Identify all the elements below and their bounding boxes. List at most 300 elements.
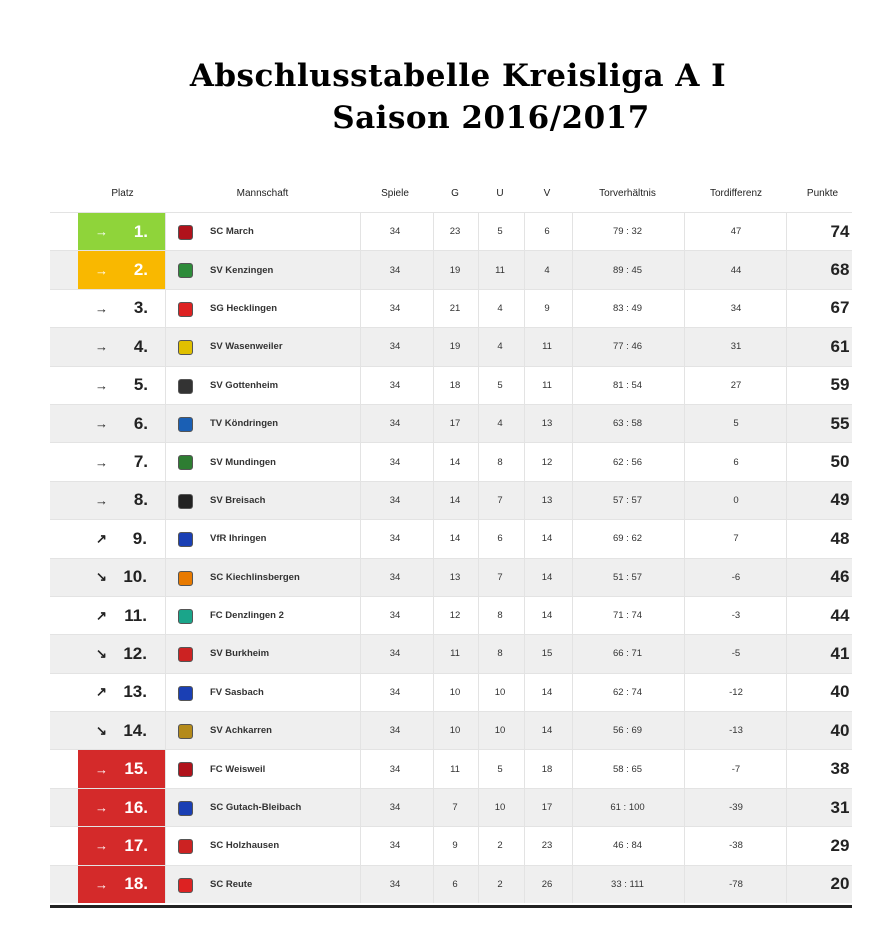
team-name: FC Weisweil	[210, 763, 266, 775]
column-divider	[786, 635, 787, 672]
column-divider	[478, 597, 479, 634]
team-crest-icon	[178, 878, 193, 893]
column-divider	[524, 520, 525, 557]
punkte-cell: 29	[830, 835, 850, 855]
column-divider	[165, 482, 166, 519]
tordifferenz-cell: 31	[730, 341, 742, 353]
v-cell: 15	[541, 648, 553, 660]
team-crest-icon	[178, 839, 193, 854]
place-number: 8.	[133, 490, 148, 510]
column-divider	[165, 405, 166, 442]
column-divider	[165, 520, 166, 557]
u-cell: 2	[497, 840, 503, 852]
column-divider	[433, 635, 434, 672]
punkte-cell: 38	[830, 759, 850, 779]
column-divider	[572, 712, 573, 749]
torverhaeltnis-cell: 33 : 111	[611, 878, 644, 890]
column-divider	[478, 367, 479, 404]
v-cell: 26	[541, 878, 553, 890]
trend-arrow-icon: →	[95, 416, 108, 432]
header-tordifferenz: Tordifferenz	[709, 188, 763, 199]
place-cell	[78, 866, 165, 903]
standings-table	[50, 176, 852, 903]
column-divider	[684, 443, 685, 480]
column-divider	[165, 443, 166, 480]
torverhaeltnis-cell: 57 : 57	[612, 494, 643, 506]
team-crest-icon	[178, 379, 193, 394]
column-divider	[572, 367, 573, 404]
table-row	[50, 788, 852, 826]
column-divider	[786, 674, 787, 711]
trend-arrow-icon: →	[95, 761, 108, 777]
column-divider	[684, 405, 685, 442]
g-cell: 19	[449, 341, 461, 353]
torverhaeltnis-cell: 83 : 49	[612, 302, 643, 314]
place-cell	[78, 290, 165, 327]
table-header	[50, 176, 852, 212]
tordifferenz-cell: 34	[730, 302, 742, 314]
column-divider	[684, 750, 685, 787]
team-crest-icon	[178, 686, 193, 701]
punkte-cell: 68	[830, 260, 850, 280]
team-name: SV Breisach	[210, 494, 266, 506]
u-cell: 5	[497, 226, 503, 238]
column-divider	[478, 712, 479, 749]
table-row	[50, 673, 852, 711]
v-cell: 13	[541, 494, 553, 506]
column-divider	[572, 789, 573, 826]
header-v: V	[543, 188, 551, 199]
torverhaeltnis-cell: 61 : 100	[610, 802, 645, 814]
u-cell: 7	[497, 571, 503, 583]
u-cell: 10	[494, 686, 506, 698]
spiele-cell: 34	[389, 610, 401, 622]
trend-arrow-icon: ↘	[96, 569, 107, 585]
spiele-cell: 34	[389, 533, 401, 545]
torverhaeltnis-cell: 79 : 32	[612, 226, 643, 238]
spiele-cell: 34	[389, 418, 401, 430]
torverhaeltnis-cell: 89 : 45	[612, 264, 643, 276]
u-cell: 11	[495, 264, 505, 276]
trend-arrow-icon: →	[95, 224, 108, 240]
column-divider	[572, 213, 573, 250]
team-crest-icon	[178, 609, 193, 624]
column-divider	[165, 712, 166, 749]
g-cell: 11	[450, 648, 460, 660]
u-cell: 10	[494, 725, 506, 737]
u-cell: 10	[494, 802, 506, 814]
column-divider	[478, 559, 479, 596]
g-cell: 12	[449, 610, 461, 622]
g-cell: 23	[449, 226, 461, 238]
team-name: SV Achkarren	[210, 725, 272, 737]
punkte-cell: 46	[830, 567, 850, 587]
punkte-cell: 31	[830, 797, 850, 817]
team-name: SV Burkheim	[210, 648, 270, 660]
column-divider	[478, 290, 479, 327]
torverhaeltnis-cell: 77 : 46	[612, 341, 643, 353]
column-divider	[478, 827, 479, 864]
v-cell: 17	[541, 802, 553, 814]
column-divider	[572, 328, 573, 365]
column-divider	[433, 328, 434, 365]
table-row	[50, 826, 852, 864]
place-cell	[78, 597, 165, 634]
team-name: SC Reute	[210, 878, 253, 890]
trend-arrow-icon: →	[95, 492, 108, 508]
column-divider	[786, 789, 787, 826]
trend-arrow-icon: →	[95, 838, 108, 854]
place-number: 12.	[123, 643, 147, 663]
table-row	[50, 404, 852, 442]
u-cell: 8	[497, 610, 503, 622]
column-divider	[524, 866, 525, 903]
punkte-cell: 41	[830, 643, 850, 663]
column-divider	[524, 750, 525, 787]
column-divider	[433, 405, 434, 442]
spiele-cell: 34	[389, 802, 401, 814]
column-divider	[433, 827, 434, 864]
column-divider	[433, 866, 434, 903]
title-line-1: Abschlusstabelle Kreisliga A I	[189, 58, 727, 94]
punkte-cell: 59	[830, 375, 850, 395]
place-number: 9.	[132, 528, 147, 548]
column-divider	[786, 827, 787, 864]
u-cell: 5	[497, 763, 503, 775]
column-divider	[684, 559, 685, 596]
tordifferenz-cell: 27	[730, 379, 742, 391]
tordifferenz-cell: -12	[729, 686, 743, 698]
table-row	[50, 596, 852, 634]
column-divider	[786, 290, 787, 327]
trend-arrow-icon: →	[95, 454, 108, 470]
trend-arrow-icon: →	[95, 800, 108, 816]
team-name: FV Sasbach	[210, 686, 264, 698]
column-divider	[165, 789, 166, 826]
g-cell: 14	[449, 533, 461, 545]
place-cell	[78, 405, 165, 442]
column-divider	[572, 251, 573, 288]
header-u: U	[496, 188, 504, 199]
column-divider	[433, 674, 434, 711]
trend-arrow-icon: →	[95, 876, 108, 892]
place-number: 4.	[133, 336, 148, 356]
column-divider	[684, 251, 685, 288]
g-cell: 7	[452, 802, 458, 814]
spiele-cell: 34	[389, 571, 401, 583]
column-divider	[478, 443, 479, 480]
team-name: SC Holzhausen	[210, 840, 280, 852]
u-cell: 7	[497, 494, 503, 506]
header-mannschaft: Mannschaft	[236, 188, 289, 199]
u-cell: 2	[497, 878, 503, 890]
place-cell	[78, 789, 165, 826]
column-divider	[433, 213, 434, 250]
spiele-cell: 34	[389, 686, 401, 698]
column-divider	[684, 597, 685, 634]
v-cell: 13	[541, 418, 553, 430]
tordifferenz-cell: 5	[733, 418, 739, 430]
column-divider	[786, 405, 787, 442]
team-name: FC Denzlingen 2	[210, 610, 284, 622]
torverhaeltnis-cell: 58 : 65	[612, 763, 643, 775]
column-divider	[165, 559, 166, 596]
v-cell: 6	[544, 226, 550, 238]
column-divider	[478, 635, 479, 672]
team-crest-icon	[178, 417, 193, 432]
team-crest-icon	[178, 532, 193, 547]
tordifferenz-cell: 44	[730, 264, 742, 276]
trend-arrow-icon: →	[95, 339, 108, 355]
g-cell: 10	[449, 686, 461, 698]
table-row	[50, 634, 852, 672]
column-divider	[684, 674, 685, 711]
team-name: SC Kiechlinsbergen	[210, 571, 300, 583]
v-cell: 4	[544, 264, 550, 276]
team-name: SV Kenzingen	[210, 264, 274, 276]
place-number: 1.	[133, 221, 148, 241]
column-divider	[478, 750, 479, 787]
tordifferenz-cell: -5	[731, 648, 741, 660]
column-divider	[684, 520, 685, 557]
place-cell	[78, 251, 165, 288]
v-cell: 12	[541, 456, 553, 468]
torverhaeltnis-cell: 71 : 74	[612, 610, 643, 622]
column-divider	[684, 712, 685, 749]
u-cell: 4	[497, 341, 503, 353]
column-divider	[572, 750, 573, 787]
spiele-cell: 34	[389, 341, 401, 353]
column-divider	[165, 597, 166, 634]
place-number: 18.	[124, 874, 148, 894]
column-divider	[786, 251, 787, 288]
v-cell: 11	[542, 379, 552, 391]
table-row	[50, 327, 852, 365]
column-divider	[478, 328, 479, 365]
torverhaeltnis-cell: 62 : 56	[612, 456, 643, 468]
place-number: 13.	[123, 682, 147, 702]
column-divider	[524, 712, 525, 749]
column-divider	[572, 520, 573, 557]
table-row	[50, 711, 852, 749]
team-crest-icon	[178, 263, 193, 278]
punkte-cell: 67	[830, 298, 850, 318]
tordifferenz-cell: 6	[733, 456, 739, 468]
column-divider	[786, 559, 787, 596]
table-row	[50, 289, 852, 327]
column-divider	[524, 328, 525, 365]
column-divider	[572, 405, 573, 442]
v-cell: 14	[541, 725, 553, 737]
column-divider	[524, 405, 525, 442]
column-divider	[572, 290, 573, 327]
column-divider	[786, 482, 787, 519]
team-crest-icon	[178, 724, 193, 739]
column-divider	[433, 559, 434, 596]
tordifferenz-cell: -6	[731, 571, 741, 583]
column-divider	[524, 213, 525, 250]
column-divider	[786, 597, 787, 634]
column-divider	[524, 482, 525, 519]
spiele-cell: 34	[389, 456, 401, 468]
tordifferenz-cell: -13	[729, 725, 743, 737]
spiele-cell: 34	[389, 379, 401, 391]
v-cell: 9	[544, 302, 550, 314]
column-divider	[524, 674, 525, 711]
team-crest-icon	[178, 647, 193, 662]
header-g: G	[451, 188, 459, 199]
place-cell	[78, 213, 165, 250]
team-name: SG Hecklingen	[210, 302, 278, 314]
column-divider	[786, 520, 787, 557]
column-divider	[433, 712, 434, 749]
trend-arrow-icon: ↗	[96, 684, 107, 700]
column-divider	[165, 290, 166, 327]
torverhaeltnis-cell: 62 : 74	[612, 686, 643, 698]
table-row	[50, 481, 852, 519]
torverhaeltnis-cell: 63 : 58	[612, 418, 643, 430]
column-divider	[572, 482, 573, 519]
header-spiele: Spiele	[381, 188, 409, 199]
column-divider	[524, 290, 525, 327]
tordifferenz-cell: 0	[733, 494, 739, 506]
place-cell	[78, 750, 165, 787]
spiele-cell: 34	[389, 264, 401, 276]
table-bottom-border	[50, 905, 852, 908]
column-divider	[478, 482, 479, 519]
column-divider	[524, 367, 525, 404]
column-divider	[572, 866, 573, 903]
spiele-cell: 34	[389, 725, 401, 737]
column-divider	[786, 712, 787, 749]
g-cell: 6	[452, 878, 458, 890]
column-divider	[684, 827, 685, 864]
column-divider	[786, 750, 787, 787]
column-divider	[433, 251, 434, 288]
place-cell	[78, 520, 165, 557]
team-crest-icon	[178, 801, 193, 816]
header-platz: Platz	[111, 188, 134, 199]
column-divider	[165, 213, 166, 250]
column-divider	[433, 789, 434, 826]
place-number: 11.	[124, 605, 147, 625]
punkte-cell: 49	[830, 490, 850, 510]
punkte-cell: 50	[830, 452, 850, 472]
column-divider	[572, 827, 573, 864]
u-cell: 6	[497, 533, 503, 545]
g-cell: 17	[449, 418, 461, 430]
u-cell: 8	[497, 456, 503, 468]
u-cell: 4	[497, 302, 503, 314]
team-crest-icon	[178, 571, 193, 586]
column-divider	[572, 674, 573, 711]
team-crest-icon	[178, 762, 193, 777]
team-crest-icon	[178, 494, 193, 509]
team-crest-icon	[178, 455, 193, 470]
tordifferenz-cell: 7	[733, 533, 739, 545]
place-number: 5.	[133, 375, 148, 395]
punkte-cell: 74	[830, 221, 850, 241]
column-divider	[433, 520, 434, 557]
column-divider	[433, 290, 434, 327]
place-cell	[78, 367, 165, 404]
v-cell: 14	[541, 571, 553, 583]
column-divider	[433, 597, 434, 634]
place-cell	[78, 827, 165, 864]
spiele-cell: 34	[389, 494, 401, 506]
trend-arrow-icon: →	[95, 300, 108, 316]
column-divider	[572, 597, 573, 634]
spiele-cell: 34	[389, 763, 401, 775]
column-divider	[478, 405, 479, 442]
g-cell: 14	[449, 494, 461, 506]
header-punkte: Punkte	[806, 188, 839, 199]
column-divider	[478, 213, 479, 250]
header-torverhaeltnis: Torverhältnis	[599, 188, 656, 199]
column-divider	[684, 789, 685, 826]
table-row	[50, 865, 852, 903]
team-name: SC Gutach-Bleibach	[210, 802, 302, 814]
trend-arrow-icon: →	[95, 262, 108, 278]
column-divider	[478, 251, 479, 288]
column-divider	[165, 328, 166, 365]
team-crest-icon	[178, 225, 193, 240]
team-name: SV Gottenheim	[210, 379, 279, 391]
team-name: VfR Ihringen	[210, 533, 267, 545]
trend-arrow-icon: ↘	[96, 722, 107, 738]
place-cell	[78, 559, 165, 596]
team-name: SC March	[210, 226, 254, 238]
column-divider	[572, 635, 573, 672]
g-cell: 14	[449, 456, 461, 468]
g-cell: 21	[449, 302, 461, 314]
column-divider	[572, 443, 573, 480]
torverhaeltnis-cell: 69 : 62	[612, 533, 643, 545]
v-cell: 23	[541, 840, 553, 852]
place-number: 7.	[133, 452, 148, 472]
trend-arrow-icon: ↗	[96, 607, 107, 623]
spiele-cell: 34	[389, 302, 401, 314]
column-divider	[165, 251, 166, 288]
place-cell	[78, 328, 165, 365]
column-divider	[165, 827, 166, 864]
team-name: SV Wasenweiler	[210, 341, 283, 353]
column-divider	[478, 866, 479, 903]
column-divider	[433, 482, 434, 519]
g-cell: 10	[449, 725, 461, 737]
spiele-cell: 34	[389, 648, 401, 660]
punkte-cell: 20	[830, 874, 850, 894]
column-divider	[786, 213, 787, 250]
trend-arrow-icon: →	[95, 377, 108, 393]
table-row	[50, 442, 852, 480]
place-number: 6.	[133, 413, 148, 433]
column-divider	[524, 827, 525, 864]
v-cell: 14	[541, 533, 553, 545]
column-divider	[572, 559, 573, 596]
u-cell: 8	[497, 648, 503, 660]
column-divider	[478, 520, 479, 557]
tordifferenz-cell: -38	[729, 840, 743, 852]
column-divider	[433, 367, 434, 404]
column-divider	[165, 635, 166, 672]
title-line-2: Saison 2016/2017	[332, 100, 650, 136]
tordifferenz-cell: -3	[731, 610, 741, 622]
column-divider	[524, 443, 525, 480]
v-cell: 14	[541, 610, 553, 622]
place-number: 16.	[124, 797, 148, 817]
tordifferenz-cell: 47	[730, 226, 742, 238]
